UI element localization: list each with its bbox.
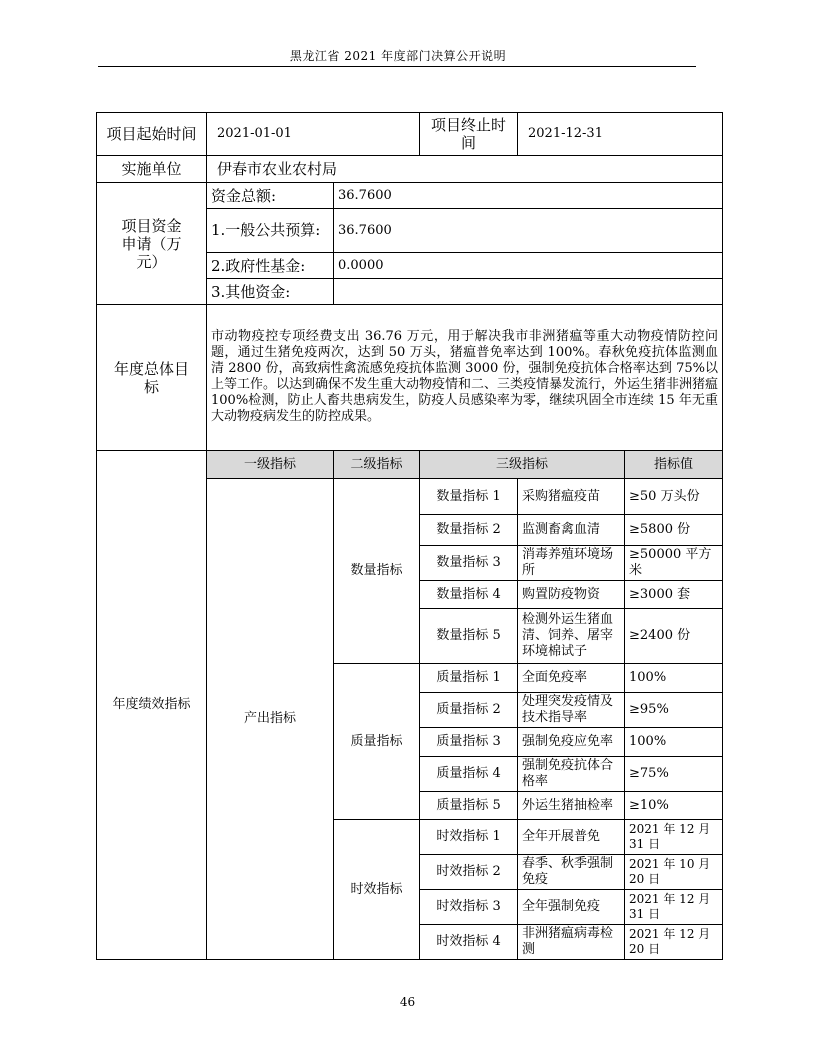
indicator-name: 质量指标 2 [420,693,518,728]
header-value: 指标值 [625,451,723,479]
fund-total-value: 36.7600 [334,183,723,209]
start-time-value: 2021-01-01 [207,113,420,156]
indicator-value: ≥50000 平方米 [625,546,723,581]
unit-label: 实施单位 [97,156,207,183]
indicator-name: 时效指标 3 [420,890,518,925]
indicator-name: 时效指标 1 [420,820,518,855]
indicator-content: 采购猪瘟疫苗 [518,479,625,515]
indicator-content: 外运生猪抽检率 [518,792,625,820]
indicator-content: 处理突发疫情及技术指导率 [518,693,625,728]
indicator-name: 数量指标 4 [420,581,518,609]
level2-quality: 质量指标 [334,664,420,820]
indicator-content: 强制免疫抗体合格率 [518,757,625,792]
goal-text: 市动物疫控专项经费支出 36.76 万元，用于解决我市非洲猪瘟等重大动物疫情防控问题，通过生猪免疫两次，达到 50 万头，猪瘟普免率达到 100%。春秋免疫抗体监测血清 2800 份，高致病性禽流感免疫抗体监测 3000 份，强制免疫抗体合格率达到 75%以上等工作。以达到确保不发生重大动物疫情和二、三类疫情暴发流行，外运生猪非洲猪瘟 100%检测，防止人畜共患病发生，防疫人员感染率为零，继续巩固全市连续 15 年无重大动物疫病发生的防控成果。 [207,305,723,451]
fund-label: 项目资金申请（万元） [97,183,207,305]
indicator-value: ≥95% [625,693,723,728]
indicator-name: 数量指标 2 [420,515,518,546]
indicator-content: 全年开展普免 [518,820,625,855]
indicator-content: 非洲猪瘟病毒检测 [518,925,625,960]
indicator-name: 质量指标 3 [420,728,518,757]
start-time-label: 项目起始时间 [97,113,207,156]
header-rule [98,66,696,67]
end-time-value: 2021-12-31 [518,113,723,156]
indicator-content: 强制免疫应免率 [518,728,625,757]
indicator-content: 监测畜禽血清 [518,515,625,546]
indicator-content: 全面免疫率 [518,664,625,693]
indicator-value: ≥75% [625,757,723,792]
document-header: 黑龙江省 2021 年度部门决算公开说明 [289,49,507,63]
indicator-content: 购置防疫物资 [518,581,625,609]
indicator-value: 2021 年 12 月 20 日 [625,925,723,960]
indicator-content: 春季、秋季强制免疫 [518,855,625,890]
indicator-value: 100% [625,664,723,693]
indicator-content: 检测外运生猪血清、饲养、屠宰环境棉试子 [518,609,625,664]
indicator-value: 2021 年 12 月 31 日 [625,820,723,855]
indicator-name: 质量指标 5 [420,792,518,820]
level2-quantity: 数量指标 [334,479,420,664]
fund-general-value: 36.7600 [334,209,723,253]
page-number: 46 [399,995,416,1009]
level1-output: 产出指标 [207,479,334,960]
indicator-name: 数量指标 1 [420,479,518,515]
unit-value: 伊春市农业农村局 [207,156,723,183]
performance-label: 年度绩效指标 [97,451,207,960]
indicator-content: 全年强制免疫 [518,890,625,925]
indicator-value: 2021 年 10 月 20 日 [625,855,723,890]
fund-other-value [334,279,723,305]
end-time-label: 项目终止时间 [420,113,518,156]
indicator-name: 数量指标 3 [420,546,518,581]
indicator-name: 质量指标 1 [420,664,518,693]
header-level2: 二级指标 [334,451,420,479]
fund-general-label: 1.一般公共预算: [207,209,334,253]
fund-gov-value: 0.0000 [334,253,723,279]
indicator-value: ≥10% [625,792,723,820]
indicator-value: ≥2400 份 [625,609,723,664]
header-level3: 三级指标 [420,451,625,479]
indicator-name: 质量指标 4 [420,757,518,792]
project-table [96,112,723,960]
indicator-name: 时效指标 2 [420,855,518,890]
indicator-content: 消毒养殖环境场所 [518,546,625,581]
indicator-value: ≥3000 套 [625,581,723,609]
indicator-value: ≥5800 份 [625,515,723,546]
level2-timeliness: 时效指标 [334,820,420,960]
indicator-name: 时效指标 4 [420,925,518,960]
fund-other-label: 3.其他资金: [207,279,334,305]
indicator-value: ≥50 万头份 [625,479,723,515]
header-level1: 一级指标 [207,451,334,479]
indicator-name: 数量指标 5 [420,609,518,664]
indicator-value: 2021 年 12 月 31 日 [625,890,723,925]
fund-gov-label: 2.政府性基金: [207,253,334,279]
indicator-value: 100% [625,728,723,757]
goal-label: 年度总体目标 [97,305,207,451]
fund-total-label: 资金总额: [207,183,334,209]
